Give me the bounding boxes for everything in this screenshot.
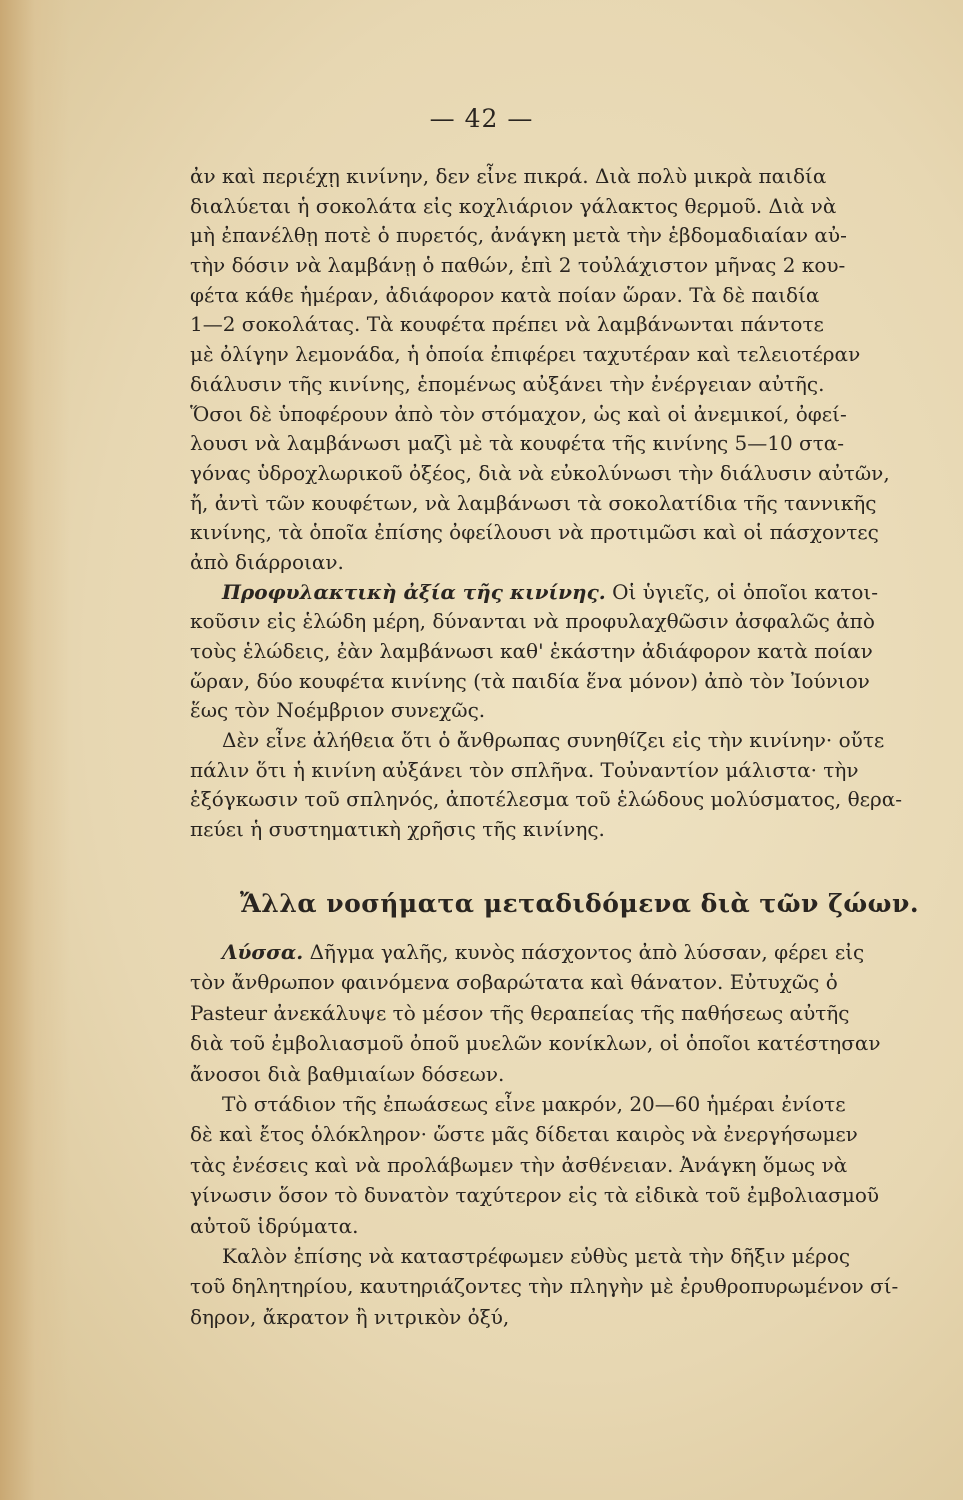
text-line: διάλυσιν τῆς κινίνης, ἑπομένως αὐξάνει τὴν ἐνέργειαν αὐτῆς. (190, 371, 825, 396)
text-line: ἄνοσοι διὰ βαθμιαίων δόσεων. (190, 1061, 505, 1086)
text-line: 1—2 σοκολάτας. Τὰ κουφέτα πρέπει νὰ λαμβάνωνται πάντοτε (190, 312, 824, 337)
text-line: ἐξόγκωσιν τοῦ σπληνός, ἀποτέλεσμα τοῦ ἑλώδους μολύσματος, θερα- (190, 787, 903, 812)
lyssa-runin-heading: Λύσσα. (222, 940, 304, 964)
text-line: Δὲν εἶνε ἀλήθεια ὅτι ὁ ἄνθρωπας συνηθίζει εἰς τὴν κινίνην· οὔτε (222, 728, 885, 753)
text-line: κινίνης, τὰ ὁποῖα ἐπίσης ὀφείλουσι νὰ προτιμῶσι καὶ οἱ πάσχοντες (190, 520, 879, 545)
quinine-section (190, 162, 963, 845)
section-heading: Ἄλλα νοσήματα μεταδιδόμενα διὰ τῶν ζώων. (240, 889, 920, 918)
text-line: ἀν καὶ περιέχῃ κινίνην, δεν εἶνε πικρά. Διὰ πολὺ μικρὰ παιδία (190, 164, 827, 188)
text-line: πεύει ἡ συστηματικὴ χρῆσις τῆς κινίνης. (190, 817, 605, 842)
text-line: τὴν δόσιν νὰ λαμβάνῃ ὁ παθών, ἐπὶ 2 τοὐλάχιστον μῆνας 2 κου- (190, 253, 846, 278)
text-line: Τὸ στάδιον τῆς ἐπωάσεως εἶνε μακρόν, 20—60 ἡμέραι ἐνίοτε (222, 1091, 846, 1116)
page-number: — 42 — (429, 104, 534, 133)
text-span: Οἱ ὑγιεῖς, οἱ ὁποῖοι κατοι- (605, 579, 879, 604)
text-line: ἀπὸ διάρροιαν. (190, 549, 344, 574)
text-line: διαλύεται ἡ σοκολάτα εἰς κοχλιάριον γάλακτος θερμοῦ. Διὰ νὰ (190, 193, 837, 218)
rabies-section (190, 937, 963, 1332)
text-line: μὲ ὀλίγην λεμονάδα, ἡ ὁποία ἐπιφέρει ταχυτέραν καὶ τελειοτέραν (190, 342, 861, 367)
text-line: φέτα κάθε ἡμέραν, ἀδιάφορον κατὰ ποίαν ὥραν. Τὰ δὲ παιδία (190, 282, 820, 307)
text-line: γίνωσιν ὅσον τὸ δυνατὸν ταχύτερον εἰς τὰ εἰδικὰ τοῦ ἐμβολιασμοῦ (190, 1183, 880, 1208)
text-line: τὸν ἄνθρωπον φαινόμενα σοβαρώτατα καὶ θάνατον. Εὐτυχῶς ὁ (190, 970, 838, 995)
text-line: διὰ τοῦ ἐμβολιασμοῦ ὀποῦ μυελῶν κονίκλων, οἱ ὁποῖοι κατέστησαν (190, 1031, 881, 1056)
text-line: τοὺς ἑλώδεις, ἐὰν λαμβάνωσι καθ' ἑκάστην ἀδιάφορον κατὰ ποίαν (190, 639, 873, 663)
prophylaxis-paragraph-start (190, 578, 963, 608)
text-line: Καλὸν ἐπίσης νὰ καταστρέφωμεν εὐθὺς μετὰ τὴν δῆξιν μέρος (222, 1243, 851, 1268)
text-line: ἕως τὸν Νοέμβριον συνεχῶς. (190, 698, 486, 723)
prophylaxis-runin-heading: Προφυλακτικὴ ἀξία τῆς κινίνης. (222, 579, 606, 604)
text-line: αὐτοῦ ἱδρύματα. (190, 1213, 359, 1238)
text-line: δὲ καὶ ἔτος ὁλόκληρον· ὥστε μᾶς δίδεται καιρὸς νὰ ἐνεργήσωμεν (190, 1122, 858, 1147)
text-line: γόνας ὑδροχλωρικοῦ ὀξέος, διὰ νὰ εὐκολύνωσι τὴν διάλυσιν αὐτῶν, (190, 460, 890, 485)
lyssa-paragraph-start (190, 937, 963, 967)
text-line: ὥραν, δύο κουφέτα κινίνης (τὰ παιδία ἕνα μόνον) ἀπὸ τὸν Ἰούνιον (190, 668, 870, 693)
text-line: κοῦσιν εἰς ἑλώδη μέρη, δύνανται νὰ προφυλαχθῶσιν ἀσφαλῶς ἀπὸ (190, 609, 875, 634)
page-edge-stain (0, 0, 70, 1500)
text-line: δηρον, ἄκρατον ἢ νιτρικὸν ὀξύ, (190, 1304, 510, 1329)
text-line: πάλιν ὅτι ἡ κινίνη αὐξάνει τὸν σπλῆνα. Τοὐναντίον μάλιστα· τὴν (190, 757, 859, 782)
text-line: Pasteur ἀνεκάλυψε τὸ μέσον τῆς θεραπείας τῆς παθήσεως αὐτῆς (190, 1000, 850, 1025)
text-line: ἤ, ἀντὶ τῶν κουφέτων, νὰ λαμβάνωσι τὰ σοκολατίδια τῆς ταννικῆς (190, 490, 877, 515)
text-line: τὰς ἐνέσεις καὶ νὰ προλάβωμεν τὴν ἀσθένειαν. Ἀνάγκη ὅμως νὰ (190, 1152, 848, 1177)
text-line: Ὅσοι δὲ ὑποφέρουν ἀπὸ τὸν στόμαχον, ὡς καὶ οἱ ἀνεμικοί, ὀφεί- (190, 401, 847, 426)
text-line: λουσι νὰ λαμβάνωσι μαζὶ μὲ τὰ κουφέτα τῆς κινίνης 5—10 στα- (190, 431, 845, 456)
text-line: μὴ ἐπανέλθῃ ποτὲ ὁ πυρετός, ἀνάγκη μετὰ τὴν ἑβδομαδιαίαν αὐ- (190, 223, 847, 248)
text-span: Δῆγμα γαλῆς, κυνὸς πάσχοντος ἀπὸ λύσσαν, φέρει εἰς (303, 940, 865, 964)
text-line: τοῦ δηλητηρίου, καυτηριάζοντες τὴν πληγὴν μὲ ἐρυθροπυρωμένον σί- (190, 1274, 899, 1299)
